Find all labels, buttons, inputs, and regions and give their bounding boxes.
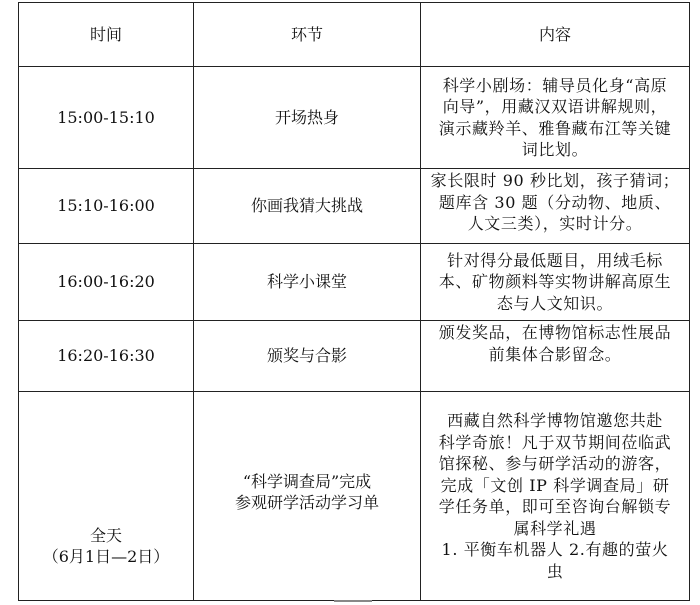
content-line: 家长限时 90 秒比划，孩子猜词； bbox=[430, 171, 680, 190]
content-line: 本、矿物颜料等实物讲解高原生 bbox=[438, 272, 672, 292]
table-row bbox=[19, 169, 690, 244]
time-cell: 15:00-15:10 bbox=[19, 67, 194, 169]
content-line: 词比划。 bbox=[521, 140, 589, 159]
content-line: 人文三类），实时计分。 bbox=[467, 214, 643, 233]
content-cell bbox=[421, 392, 690, 601]
content-cell bbox=[421, 169, 690, 244]
time-line: 全天 bbox=[89, 525, 122, 545]
content-cell bbox=[421, 244, 690, 321]
content-line: 馆探秘、参与研学活动的游客， bbox=[438, 454, 672, 473]
content-line: 1. 平衡车机器人 2.有趣的萤火 bbox=[441, 540, 669, 559]
header-stage: 环节 bbox=[194, 3, 421, 67]
content-line: 颁发奖品，在博物馆标志性展品 bbox=[438, 323, 672, 342]
time-line: （6月1日—2日） bbox=[42, 547, 170, 566]
content-line: 属科学礼遇 bbox=[513, 518, 597, 538]
content-cell bbox=[421, 67, 690, 169]
content-line: 题库含 30 题（分动物、地质、 bbox=[438, 192, 672, 212]
time-cell: 16:20-16:30 bbox=[19, 321, 194, 392]
table-header-row bbox=[19, 3, 690, 67]
content-cell bbox=[421, 321, 690, 392]
header-time: 时间 bbox=[19, 3, 194, 67]
table-row bbox=[19, 244, 690, 321]
table-row bbox=[19, 392, 690, 601]
table-row bbox=[19, 321, 690, 392]
time-cell: 16:00-16:20 bbox=[19, 244, 194, 321]
content-line: 西藏自然科学博物馆邀您共赴 bbox=[447, 411, 663, 430]
content-line: 学任务单，即可至咨询台解锁专 bbox=[438, 497, 672, 516]
content-line: 向导”，用藏汉双语讲解规则， bbox=[442, 97, 668, 116]
table-row bbox=[19, 67, 690, 169]
stage-cell: 你画我猜大挑战 bbox=[194, 169, 421, 244]
time-cell: 15:10-16:00 bbox=[19, 169, 194, 244]
stage-cell: 颁奖与合影 bbox=[194, 321, 421, 392]
content-line: 前集体合影留念。 bbox=[488, 344, 622, 364]
content-line: 态与人文知识。 bbox=[496, 293, 614, 313]
header-content: 内容 bbox=[421, 3, 690, 67]
content-line: 针对得分最低题目，用绒毛标 bbox=[447, 250, 663, 270]
stage-cell: 科学小课堂 bbox=[194, 244, 421, 321]
schedule-table bbox=[18, 2, 690, 601]
content-line: 科学奇旅！凡于双节期间莅临武 bbox=[438, 432, 672, 452]
content-line: 虫 bbox=[546, 561, 564, 581]
stage-cell: 开场热身 bbox=[194, 67, 421, 169]
stage-line: “科学调查局”完成 bbox=[242, 471, 372, 491]
content-line: 科学小剧场：辅导员化身“高原 bbox=[442, 75, 668, 95]
content-line: 演示藏羚羊、雅鲁藏布江等关键 bbox=[438, 118, 672, 138]
stage-line: 参观研学活动学习单 bbox=[234, 493, 379, 512]
time-cell bbox=[19, 392, 194, 601]
page-footer-divider bbox=[334, 600, 372, 602]
stage-cell bbox=[194, 392, 421, 601]
content-line: 完成「文创 IP 科学调查局」研 bbox=[440, 475, 670, 495]
